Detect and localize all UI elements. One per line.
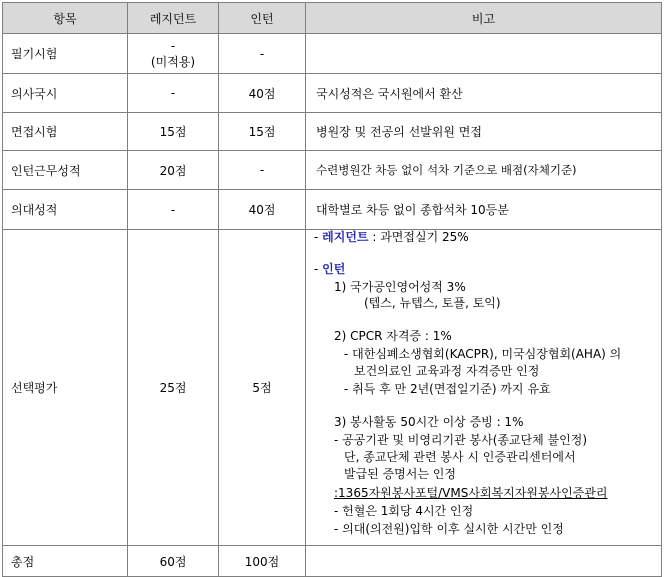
row-item: 의사국시 — [3, 74, 128, 113]
header-row — [3, 3, 662, 34]
note-line: 보건의료인 교육과정 자격증만 인정 — [354, 364, 540, 378]
scoring-table — [2, 2, 662, 577]
note-line: - 헌혈은 1회당 4시간 인정 — [334, 504, 474, 518]
resident-criteria-line — [314, 230, 469, 244]
row-intern: 100점 — [219, 546, 306, 577]
table-row — [3, 230, 662, 546]
header-item: 항목 — [3, 3, 128, 34]
row-note: 대학별로 차등 없이 종합석차 10등분 — [306, 190, 662, 230]
selection-note-block — [306, 230, 661, 544]
note-line: 1) 국가공인영어성적 3% — [334, 280, 466, 294]
row-item: 총점 — [3, 546, 128, 577]
selection-note — [306, 230, 662, 546]
row-note: 수련병원간 차등 없이 석차 기준으로 배점(자체기준) — [306, 151, 662, 190]
note-line: 단, 종교단체 관련 봉사 시 인증관리센터에서 — [344, 450, 576, 464]
row-intern: 40점 — [219, 74, 306, 113]
note-line: - 의대(의전원)입학 이후 실시한 시간만 인정 — [334, 522, 564, 536]
note-line: 2) CPCR 자격증 : 1% — [334, 329, 452, 343]
note-line: 발급된 증명서는 인정 — [344, 467, 456, 481]
row-resident-dash: - — [170, 38, 176, 53]
resident-label: 레지던트 — [322, 230, 369, 244]
row-resident: 20점 — [128, 151, 219, 190]
intern-label: 인턴 — [322, 262, 346, 276]
table-row — [3, 74, 662, 113]
header-resident: 레지던트 — [128, 3, 219, 34]
row-resident — [128, 34, 219, 74]
row-intern: - — [219, 34, 306, 74]
row-item: 선택평가 — [3, 230, 128, 546]
row-item: 인턴근무성적 — [3, 151, 128, 190]
row-resident-note: (미적용) — [150, 54, 196, 69]
dash: - — [314, 230, 323, 244]
row-item: 필기시험 — [3, 34, 128, 74]
row-note — [306, 546, 662, 577]
row-resident: 60점 — [128, 546, 219, 577]
table-row — [3, 113, 662, 151]
row-resident: 15점 — [128, 113, 219, 151]
row-resident: 25점 — [128, 230, 219, 546]
row-intern: 15점 — [219, 113, 306, 151]
row-resident: - — [128, 74, 219, 113]
row-intern: 5점 — [219, 230, 306, 546]
table-row — [3, 546, 662, 577]
note-line: :1365자원봉사포털/VMS사회복지자원봉사인증관리 — [334, 486, 608, 500]
note-line: - 대한심폐소생협회(KACPR), 미국심장협회(AHA) 의 — [344, 347, 622, 361]
header-intern: 인턴 — [219, 3, 306, 34]
row-note: 병원장 및 전공의 선발위원 면접 — [306, 113, 662, 151]
row-note — [306, 34, 662, 74]
note-line: - 공공기관 및 비영리기관 봉사(종교단체 불인정) — [334, 433, 588, 447]
row-intern: 40점 — [219, 190, 306, 230]
table-row — [3, 151, 662, 190]
note-line: (텝스, 뉴텝스, 토플, 토익) — [364, 296, 501, 310]
dash: - — [314, 262, 323, 276]
row-intern: - — [219, 151, 306, 190]
intern-criteria-line — [314, 262, 345, 276]
resident-text: : 과면접실기 25% — [368, 230, 469, 244]
row-item: 의대성적 — [3, 190, 128, 230]
header-note: 비고 — [306, 3, 662, 34]
table-row — [3, 190, 662, 230]
note-line: - 취득 후 만 2년(면접일기준) 까지 유효 — [344, 382, 551, 396]
row-note: 국시성적은 국시원에서 환산 — [306, 74, 662, 113]
note-line: 3) 봉사활동 50시간 이상 증빙 : 1% — [334, 415, 524, 429]
row-item: 면접시험 — [3, 113, 128, 151]
table-row — [3, 34, 662, 74]
row-resident: - — [128, 190, 219, 230]
